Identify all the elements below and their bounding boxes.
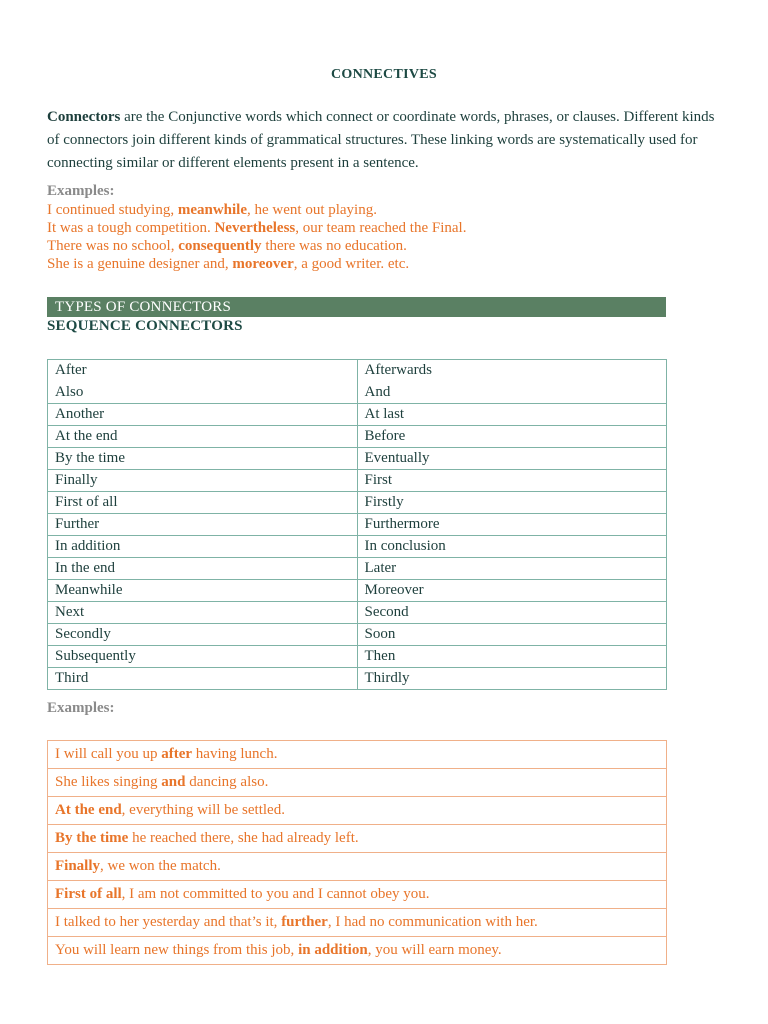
table-cell: At the end bbox=[48, 426, 358, 448]
table-cell: In addition bbox=[48, 536, 358, 558]
table-cell: Finally bbox=[48, 470, 358, 492]
table-row bbox=[48, 881, 667, 909]
table-cell: At last bbox=[357, 404, 667, 426]
intro-bold-term: Connectors bbox=[47, 109, 121, 125]
table-row bbox=[48, 514, 667, 536]
table-row bbox=[48, 382, 667, 404]
example-cell: I will call you up after having lunch. bbox=[48, 741, 667, 769]
example-cell: She likes singing and dancing also. bbox=[48, 769, 667, 797]
table-row bbox=[48, 470, 667, 492]
table-row bbox=[48, 426, 667, 448]
table-row bbox=[48, 853, 667, 881]
table-cell: By the time bbox=[48, 448, 358, 470]
table-cell: Also bbox=[48, 382, 358, 404]
example-cell: You will learn new things from this job, in addition, you will earn money. bbox=[48, 937, 667, 965]
table-cell: First of all bbox=[48, 492, 358, 514]
table-row bbox=[48, 741, 667, 769]
example-cell: By the time he reached there, she had already left. bbox=[48, 825, 667, 853]
table-cell: Soon bbox=[357, 624, 667, 646]
table-cell: Firstly bbox=[357, 492, 667, 514]
intro-text: are the Conjunctive words which connect or coordinate words, phrases, or clauses. Different kinds of connectors join different kinds of grammatical structures. These linking words are systematically used for connecting similar or different elements present in a sentence. bbox=[47, 109, 715, 171]
table-cell: Eventually bbox=[357, 448, 667, 470]
table-cell: After bbox=[48, 360, 358, 382]
table-row bbox=[48, 646, 667, 668]
table-cell: In conclusion bbox=[357, 536, 667, 558]
table-row bbox=[48, 404, 667, 426]
examples-label-2: Examples: bbox=[47, 700, 115, 716]
table-cell: Third bbox=[48, 668, 358, 690]
example-sentence: I continued studying, meanwhile, he went out playing. bbox=[47, 202, 377, 218]
table-cell: In the end bbox=[48, 558, 358, 580]
table-cell: Furthermore bbox=[357, 514, 667, 536]
table-cell: Before bbox=[357, 426, 667, 448]
example-cell: First of all, I am not committed to you and I cannot obey you. bbox=[48, 881, 667, 909]
example-cell: I talked to her yesterday and that’s it, further, I had no communication with her. bbox=[48, 909, 667, 937]
table-cell: Further bbox=[48, 514, 358, 536]
examples-label: Examples: bbox=[47, 183, 115, 199]
table-row bbox=[48, 825, 667, 853]
table-cell: Secondly bbox=[48, 624, 358, 646]
example-sentence: It was a tough competition. Nevertheless, our team reached the Final. bbox=[47, 220, 467, 236]
table-row bbox=[48, 909, 667, 937]
table-cell: Meanwhile bbox=[48, 580, 358, 602]
example-cell: At the end, everything will be settled. bbox=[48, 797, 667, 825]
table-row bbox=[48, 448, 667, 470]
table-row bbox=[48, 360, 667, 382]
table-row bbox=[48, 797, 667, 825]
table-cell: Second bbox=[357, 602, 667, 624]
page-title: CONNECTIVES bbox=[331, 67, 437, 82]
table-cell: Moreover bbox=[357, 580, 667, 602]
table-row bbox=[48, 769, 667, 797]
table-cell: Another bbox=[48, 404, 358, 426]
table-cell: Then bbox=[357, 646, 667, 668]
subsection-heading: SEQUENCE CONNECTORS bbox=[47, 318, 243, 334]
examples-table bbox=[47, 740, 667, 965]
section-heading-bar: TYPES OF CONNECTORS bbox=[47, 297, 666, 317]
table-row bbox=[48, 536, 667, 558]
table-row bbox=[48, 602, 667, 624]
table-row bbox=[48, 558, 667, 580]
table-cell: Thirdly bbox=[357, 668, 667, 690]
table-cell: And bbox=[357, 382, 667, 404]
table-row bbox=[48, 937, 667, 965]
example-sentences bbox=[47, 201, 707, 273]
connectors-table bbox=[47, 359, 667, 690]
table-cell: Later bbox=[357, 558, 667, 580]
example-sentence: She is a genuine designer and, moreover, a good writer. etc. bbox=[47, 256, 410, 272]
example-cell: Finally, we won the match. bbox=[48, 853, 667, 881]
table-cell: First bbox=[357, 470, 667, 492]
intro-paragraph bbox=[47, 106, 719, 175]
table-row bbox=[48, 580, 667, 602]
table-cell: Next bbox=[48, 602, 358, 624]
table-cell: Afterwards bbox=[357, 360, 667, 382]
table-row bbox=[48, 624, 667, 646]
table-cell: Subsequently bbox=[48, 646, 358, 668]
example-sentence: There was no school, consequently there was no education. bbox=[47, 238, 407, 254]
table-row bbox=[48, 668, 667, 690]
table-row bbox=[48, 492, 667, 514]
